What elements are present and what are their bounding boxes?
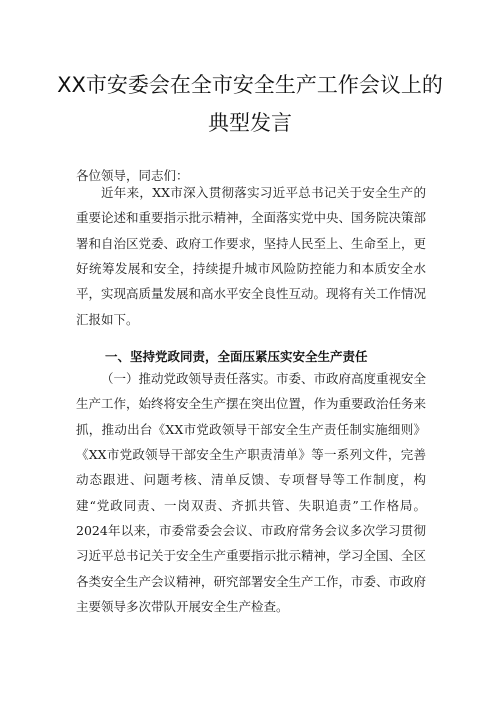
salutation: 各位领导，同志们： [76,168,189,183]
document-title-line-1: XX市安委会在全市安全生产工作会议上的 [57,73,443,97]
document-title-line-2: 典型发言 [208,111,292,135]
section-heading-1: 一、坚持党政同责，全面压紧压实安全生产责任 [105,349,368,364]
section-1-paragraph-1: （一）推动党政领导责任落实。市委、市政府高度重视安全生产工作，始终将安全生产摆在突出位置，作为重要政治任务来抓，推动出台《XX市党政领导干部安全生产责任制实施细则》《XX市党政领导干部安全生产职责清单》等一系列文件，完善动态跟进、问题考核、清单反馈、专项督导等工作制度，构建“党政同责、一岗双责、齐抓共管、失职追责”工作格局。2024年以来，市委常委会会议、市政府常务会议多次学习贯彻习近平总书记关于安全生产重要指示批示精神，学习全国、全区各类安全生产会议精神，研究部署安全生产工作，市委、市政府主要领导多次带队开展安全生产检查。 [76,371,427,615]
intro-paragraph: 近年来，XX市深入贯彻落实习近平总书记关于安全生产的重要论述和重要指示批示精神，全面落实党中央、国务院决策部署和自治区党委、政府工作要求，坚持人民至上、生命至上，更好统筹发展和安全，持续提升城市风险防控能力和本质安全水平，实现高质量发展和高水平安全良性互动。现将有关工作情况汇报如下。 [76,185,427,327]
